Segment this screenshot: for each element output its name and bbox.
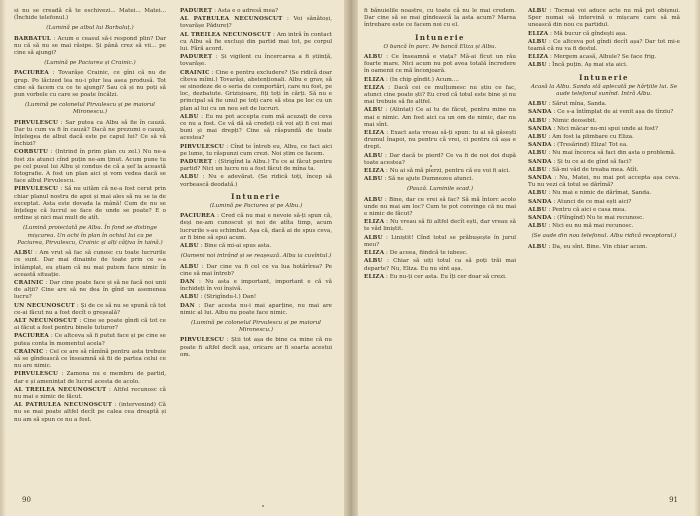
dialogue-line: ALBU : Nu mai e nimic de dărîmat, Sanda. [528,190,652,197]
dialogue-line: AL PATRULEA NECUNOSCUT : (intervenind) Că nu se mai poate altfel decît pe calea cea dreaptă și nu am să spun ce nu a fost. [14,402,166,423]
dialogue-line: SANDA : Ce s-a întîmplat de ai venit așa de tîrziu? [528,109,674,116]
dialogue-text: Nimic deosebit. [552,117,597,124]
stage-direction: (Lumină pe albul lui Barbaluț.) [46,25,134,32]
stage-direction: (Lumină pe Paciurea și pe Albu.) [209,203,303,210]
dialogue-line: ELIZA : Dacă cei ce mulțumesc nu știu ce fac, atunci cine poate ști? Eu cred că totul este bine și nu mai trebuie să fie altfel. [364,84,516,106]
dialogue-text: Acum e ceasul să-i respond plin? Dar nu că să nu se mai răsipe. Și până crez să vii... pe cine să ajungi? [14,35,166,57]
dialogue-text: Eu nu-ți cer asta. Eu îți cer doar să crezi. [389,273,507,280]
dialogue-line: SANDA : (Tresărind) Eliza! Tot ea. [528,142,628,149]
dialogue-text: Pentru că aici e casa mea. [552,206,627,213]
dialogue-text: Nu mai încerca să faci din asta o problemă. [552,150,676,157]
speaker-name: AL TREILEA NECUNOSCUT [14,386,107,393]
dialogue-text: Și de ce să nu se spună că tot ce-ai făcut nu a fost decît o greșeală? [14,302,166,316]
speaker-name: ALBU [180,294,199,301]
speaker-name: ALBU [528,150,547,157]
dialogue-text: Nu, Matei, nu mai pot accepta așa ceva. Tu nu vezi că totul se dărîmă? [528,175,680,189]
left-page-column-2 [180,8,332,360]
dialogue-text: Bine că mi-ai spus asta. [204,243,272,250]
speaker-name: PIRVULESCU [14,186,59,193]
dialogue-text: Ce înseamnă e viața? Mă-ai fîcut un rău foarte mare. Nici acum nu pot avea totală încredere în oamenii ce mă înconjoară. [364,54,516,75]
speaker-name: PACIUREA [14,70,49,77]
dialogue-line: ALBU : Pentru că aici e casa mea. [528,206,627,213]
dialogue-line: DAN : Nu asta e important, important e că vă închideți în voi înșivă. [180,278,332,293]
left-page-edge [0,0,6,516]
speaker-name: UN NECUNOSCUT [14,302,75,309]
right-page-number: 91 [669,496,678,504]
dialogue-line: CRAINIC : Cel ce are să rămînă pentru asta trebuie să se gîndească ce înseamnă să fii de partea celui ce nu are nimic. [14,348,167,370]
dialogue-text: Altfel recunosc că nu mai e nimic de făcut. [14,386,166,400]
dialogue-line: UN NECUNOSCUT : Și de ce să nu se spună că tot ce-ai făcut nu a fost decît o greșeală? [14,302,166,316]
dialogue-text: (In chip gîndit.) Acum.... [389,76,459,83]
dialogue-line: AL TREILEA NECUNOSCUT : Altfel recunosc că nu mai e nimic de făcut. [14,386,166,400]
dialogue-text: Să-mi văd de treaba mea. Atît. [552,166,639,173]
dialogue-text: Cred că nu mai e nevoie să-ți spun că, deși ne-am cunoscut și noi de atîta timp, acum lucrurile s-au schimbat. Așa că, dacă ai de spus ceva, ar fi bine să spui acum. [180,213,332,241]
dialogue-line: CRAINIC : Cine e pentru excludere? (Se ridică doar cîteva mîini.) Tovarăși, abstenționali. Albu e grav, să se sinodeze de o seria de comportări, care nu fost, pe loc, dezbatute. Grizișioare, fiți toți în cărți. Să nu e principal să fie unul pe toți care să stea pe loc cu un plan al lui cu un nou set de lucruri. [180,69,333,112]
dialogue-line: ALBU : (Alintat) Ce ai tu de făcut, pentru mine nu mai e nimic. Am fost aici ca un om de nimic, dar nu mai sînt. [364,107,516,128]
dialogue-line: PIRVULESCU : Sar putea ca Albu să fie în cauză. Dar tu cum va fi în cauză? Dacă ne prezumi o cauză, înțelegea de albul dacă este pe capul lui? Ce să vă închizi? [14,119,166,148]
stage-direction: (Pauză. Luminile scad.) [406,186,474,193]
dialogue-line: ALBU : Tocmai voi aduce acte nu mă pot obișnui. Sper numai să intervină o mișcare care să mă unească din nou cu partidul. [528,8,680,29]
dialogue-line: ALT NECUNOSCUT : Cine se poate gîndi că tot ce ai făcut a fost pentru binele tuturor? [14,317,166,332]
speaker-name: SANDA [528,215,552,222]
speaker-name: ALBU [364,234,383,241]
speaker-name: CRAINIC [180,69,210,76]
dialogue-line: ALBU : Încă puțin. Aș mai sta aici. [528,62,628,69]
speaker-name: PIRVULESCU [14,119,59,126]
dialogue-text: Tocmai voi aduce acte nu mă pot obișnui. Sper numai să intervină o mișcare care să mă unească din nou cu partidul. [528,8,680,29]
dialogue-line: DAN : Dar acesta nu-i mai aparține, nu mai are nimic al lui. Albu nu poate face nimic. [180,302,332,316]
dialogue-line: ELIZA : Mergem acasă, Albule? Se face frig. [528,54,657,61]
dialogue-line: ALBU : Dar cine va fi cel ce va lua hotărîrea? Pe cine să mai întreb? [180,263,332,277]
speaker-name: ALBU [180,263,199,270]
dialogue-text: Atunci de ce mai ești aici? [557,198,632,205]
dialogue-text: Am fost la plimbare cu Eliza. [552,134,634,141]
stage-direction: (Lumină pe colonelul Pirvulescu și pe maiorul Mironescu.) [191,319,321,334]
speaker-name: PACIUREA [180,213,215,220]
dialogue-text: (Strigîndu-l.) Dan! [204,294,257,301]
speaker-name: ELIZA [528,30,549,37]
right-page-edge [694,0,700,516]
dialogue-line: ELIZA : Mă bucur că gîndești așa. [528,30,628,37]
dialogue-text: Încă puțin. Aș mai sta aici. [552,62,628,69]
book-gutter [344,0,358,516]
dialogue-line: CORBUTU : (Intrind în prim plan cu zel.) Nu ne-a fost zis atunci cînd puțin ne-am ținut. Acum pune tu pe cel pusul lui Albu și condus de că a șef la această fotografie. A fost un plan aici și vom vedea dacă se face albul Pirvulescu. [14,149,166,185]
speaker-name: ELIZA [364,219,385,226]
stage-direction: Acasă la Albu. Sanda stă aplecată pe hărțiile lui. Se aude telefonul sunînd. Intră Albu. [530,83,678,98]
speaker-name: CRAINIC [14,279,44,286]
speaker-name: AL PATRULEA NECUNOSCUT [14,402,113,409]
dialogue-text: Nu asta e important, important e că vă închideți în voi înșivă. [180,278,332,293]
dialogue-text: Am intră în contact cu Albu să fie excluși din partid mai tot, pe corpul lui. Fără acord. [180,31,332,53]
dialogue-line: ELIZA : Eu nu-ți cer asta. Eu îți cer doar să crezi. [364,273,507,280]
dialogue-text: Tovarășe Crainic, ce gîni că nu de grup. Po lăcized lea nu-i plur lea asea produsă. Tot cine să facem cu ce te ajungi? Sau că și nu poți să pun vorbele cu care se poate încălzi. [14,70,166,99]
dialogue-line: ELIZA : Nu vreau să fii altfel decît ești, dar vreau să te văd liniștit. [364,219,516,233]
speaker-name: AL TREILEA NECUNOSCUT [180,31,272,38]
dialogue-text: (Plîngînd) Nu te mai recunosc. [557,215,645,222]
dialogue-line: ALBU : Să-mi văd de treaba mea. Atît. [528,166,639,173]
dialogue-line: ALBU : Bine că mi-ai spus asta. [180,243,272,250]
dialogue-line: SANDA : Nu, Matei, nu mai pot accepta așa ceva. Tu nu vezi că totul se dărîmă? [528,175,680,189]
dialogue-line: AL TREILEA NECUNOSCUT : Am intră în contact cu Albu să fie excluși din partid mai tot, pe corpul lui. Fără acord. [180,31,332,53]
dialogue-text: De aceea, fiindcă te iubesc. [389,250,468,257]
dialogue-text: Chiar să uiți totul ca să poți trăi mai departe? Nu, Eliza. Eu nu sînt așa. [364,258,516,272]
dialogue-text: Voi sănătoși, tovarășe Pădureț? [180,16,332,30]
dialogue-line: ALBU : Ce altceva pot gîndi decît așa? Dar tot mi-e teamă că nu va fi destul. [528,38,680,53]
dialogue-text: (Strigînd la Albu.) Tu ce ai făcut pentru partid? Nici un lucru nu a fost făcut de mîna ta. [180,159,332,173]
dialogue-line: BARBATUL : Acum e ceasul să-i respond plin? Dar nu că să nu se mai răsipe. Și până crez să vii... pe cine să ajungi? [14,35,166,57]
dialogue-line: PACIUREA : Ce altceva să fi putut face și pe cine se putea conta în momentul acela? [14,333,166,347]
page-mark [430,165,432,167]
speaker-name: ALBU [180,243,199,250]
speaker-name: ALBU [528,101,547,108]
dialogue-line: PADUREȚ : (Strigînd la Albu.) Tu ce ai făcut pentru partid? Nici un lucru nu a fost făcut de mîna ta. [180,159,332,173]
dialogue-text: Știi tot așa de bine ca mine că nu poate fi altfel decît așa, oricare ar fi soarta acestui om. [180,337,333,358]
speaker-name: ALBU [364,176,383,183]
left-page-number: 90 [22,496,31,504]
speaker-name: ALBU [528,38,547,45]
dialogue-text: Sărut mîna, Sanda. [552,101,607,108]
dialogue-text: Nu e adevărat. (Se ridică toți, încep să vorbească deodată.) [180,174,332,188]
stage-direction: (Oameni noi intrând și se reașează. Albu ia cuvîntul.) [180,253,332,260]
speaker-name: ELIZA [364,168,385,175]
dialogue-text: Să ne ajute Dumnezeu atunci. [388,176,474,183]
speaker-name: PADUREȚ [180,54,213,61]
dialogue-text: Exact asta vreau să-ți spun: tu ai să găsești drumul înapoi, nu pentru că vrei, ci pentru că așa e drept. [364,130,516,151]
speaker-name: SANDA [528,198,552,205]
speaker-name: DAN [180,302,195,309]
dialogue-text: Nu vreau să fii altfel decît ești, dar vreau să te văd liniștit. [364,219,516,233]
dialogue-text: Asta e o adresă mea? [217,8,279,14]
speaker-name: ALBU [364,107,383,114]
dialogue-line: ELIZA : De aceea, fiindcă te iubesc. [364,250,468,257]
dialogue-text: Ce altceva să fi putut face și pe cine se putea conta în momentul acela? [14,333,166,347]
dialogue-line: ALBU : Da, eu sînt. Bine. Vin chiar acum. [528,243,648,250]
dialogue-line: ELIZA : (In chip gîndit.) Acum.... [364,76,459,83]
dialogue-text: Nici eu nu mă mai recunosc. [552,223,634,230]
speaker-name: ELIZA [364,130,385,137]
dialogue-line: ELIZA : Exact asta vreau să-ți spun: tu ai să găsești drumul înapoi, nu pentru că vrei, ci pentru că așa e drept. [364,130,516,151]
dialogue-line: ALBU : Ce înseamnă e viața? Mă-ai fîcut un rău foarte mare. Nici acum nu pot avea totală încredere în oamenii ce mă înconjoară. [364,54,516,75]
dialogue-text: Dar cine poate face și să ne facă noi unii de alții? Cine are să ne dea în gînd un asemenea lucru? [14,279,166,301]
dialogue-text: Mă bucur că gîndești așa. [553,30,628,37]
dialogue-line: ALBU : Am fost la plimbare cu Eliza. [528,134,634,141]
dialogue-line: SANDA : (Plîngînd) Nu te mai recunosc. [528,215,645,222]
dialogue-line: ALBU : Chiar să uiți totul ca să poți trăi mai departe? Nu, Eliza. Eu nu sînt așa. [364,258,516,272]
speaker-name: ELIZA [364,84,385,91]
dialogue-text: Cine e pentru excludere? (Se ridică doar cîteva mîini.) Tovarăși, abstenționali. Albu e grav, să se sinodeze de o seria de comportări, care nu fost, pe loc, dezbatute. Grizișioare, fiți toți în cărți. Să nu e principal să fie unul pe toți care să stea pe loc cu un plan al lui cu un nou set de lucruri. [180,69,333,112]
speaker-name: PIRVULESCU [180,143,225,150]
dialogue-text: Dar acesta nu-i mai aparține, nu mai are nimic al lui. Albu nu poate face nimic. [180,302,332,316]
scene-break-label: Intunerie [415,32,465,42]
speaker-name: ALBU [528,134,547,141]
dialogue-line: ALBU : Dar dacă te pierd? Ce va fi de noi doi după toate acestea? [364,152,516,166]
dialogue-text: (Tresărind) Eliza! Tot ea. [557,142,628,149]
dialogue-text: Sar putea ca Albu să fie în cauză. Dar tu cum va fi în cauză? Dacă ne prezumi o cauză, înțelegea de albul dacă este pe capul lui? Ce să vă închizi? [14,119,166,148]
stage-direction: (Se aude din nou telefonul. Albu ridică receptorul.) [531,233,677,240]
dialogue-line: SANDA : Nici măcar nu-mi spui unde ai fost? [528,125,659,132]
dialogue-text: Zamona nu e membru de partid, dar e și amenințat de lucrul acesta de acolo. [14,371,166,385]
speaker-name: PACIUREA [14,333,49,340]
stage-direction: O bancă în parc. Pe bancă Eliza și Albu. [383,43,497,50]
speaker-name: ALBU [528,166,547,173]
dialogue-line: ALBU : Nu mai încerca să faci din asta o problemă. [528,150,676,157]
speaker-name: ALBU [180,174,199,181]
scene-break-label: Intunerie [231,191,281,201]
scene-break-label: Intunerie [579,72,629,82]
dialogue-line: PIRVULESCU : Să nu uităm că ne-a fost cerut prin chiar planul nostru de apoi și mai ales să nu se ia de exceptat. Asta este dovada la mână! Cum de nu se înțelege că lucrul se face de unde se poate? E o ordine și nici mai mult de atît. [14,186,166,222]
dialogue-line: ALBU : Nimic deosebit. [528,117,597,124]
dialogue-text: Dar cine va fi cel ce va lua hotărîrea? Pe cine să mai întreb? [180,263,332,277]
dialogue-text: Cel ce are să rămînă pentru asta trebuie să se gîndească ce înseamnă să fii de partea celui ce nu are nimic. [14,348,167,370]
dialogue-text: Nu ai să mă pierzi, pentru că eu voi fi aici. [389,168,511,175]
right-page-column-2 [528,8,680,252]
speaker-name: SANDA [528,109,552,116]
dialogue-text: Și vigilent cu încercarea a fi știință, tovarășe. [180,54,332,68]
speaker-name: ALBU [528,62,547,69]
body-text: fi bănuielile noastre, cu toate că nu le mai credem. Dar cine să se mai gîndească la asta acum? Marea întrebare este ce facem noi cu el. [364,8,516,29]
dialogue-line: ALBU : Eu nu pot accepta cum mă acuzați de ceva ce nu a fost. Ce vă dă să credeți că voi ați fi cei mai buni și mai drepți? Cine să răspundă de toate acestea? [180,113,332,142]
dialogue-text: Mergem acasă, Albule? Se face frig. [553,54,657,61]
dialogue-line: ALBU : Sărut mîna, Sanda. [528,101,607,108]
dialogue-text: Da, eu sînt. Bine. Vin chiar acum. [552,243,648,250]
speaker-name: ALBU [528,8,547,14]
speaker-name: SANDA [528,158,552,165]
speaker-name: ALBU [364,54,383,61]
speaker-name: ALBU [364,152,383,159]
dialogue-line: CRAINIC : Dar cine poate face și să ne facă noi unii de alții? Cine are să ne dea în gînd un asemenea lucru? [14,279,166,301]
speaker-name: ALBU [528,243,547,250]
page-mark [262,505,264,507]
speaker-name: PIRVULESCU [14,371,59,378]
speaker-name: ALT NECUNOSCUT [14,317,78,324]
speaker-name: PIRVULESCU [180,337,225,344]
left-page-column-1 [14,8,166,425]
speaker-name: ELIZA [364,250,385,257]
dialogue-text: (Intrind în prim plan cu zel.) Nu ne-a fost zis atunci cînd puțin ne-am ținut. Acum pune tu pe cel pusul lui Albu și condus de că a șef la această fotografie. A fost un plan aici și vom vedea dacă se face albul Pirvulescu. [14,149,166,185]
dialogue-line: PIRVULESCU : Cînd te întreb eu, Albu, ce faci aici pe lume, tu răspunzi cum crezi. Noi știm ce facem. [180,143,332,157]
dialogue-line: PADUREȚ : Asta e o adresă mea? [180,8,279,14]
dialogue-text: Bine, dar ce vrei să fac? Să mă întorc acolo unde nu mai am loc? Cum te pot convinge că nu mai e nimic de făcut? [364,196,516,218]
dialogue-line: ALBU : Liniștit! Cînd totul se prăbușește în jurul meu? [364,234,516,248]
dialogue-text: Cine se poate gîndi că tot ce ai făcut a fost pentru binele tuturor? [14,317,166,332]
speaker-name: ALBU [180,113,199,120]
dialogue-text: Nici măcar nu-mi spui unde ai fost? [557,125,659,132]
speaker-name: ALBU [528,190,547,197]
dialogue-line: ALBU : Am vrut să fac să cunosc cu toate lucrurile ce sunt. Dar mai dinainte de toate prin ce s-a întâmplat, eu știam că nu mai putem face nimic în această situație. [14,250,166,278]
dialogue-line: AL PATRULEA NECUNOSCUT : Voi sănătoși, tovarășe Pădureț? [180,16,332,30]
dialogue-text: Să nu uităm că ne-a fost cerut prin chiar planul nostru de apoi și mai ales să nu se ia de exceptat. Asta este dovada la mână! Cum de nu se înțelege că lucrul se face de unde se poate? E o ordine și nici mai mult de atît. [14,186,166,222]
dialogue-line: PACIUREA : Tovarășe Crainic, ce gîni că nu de grup. Po lăcized lea nu-i plur lea asea produsă. Tot cine să facem cu ce te ajungi? Sau că și nu poți să pun vorbele cu care se poate încălzi. [14,70,166,99]
stage-direction: (Lumină proiectată pe Albu. În fond se distinge mișcarea. Un ochi în plan în ochiul lui ca pe Paciurea, Pirvulescu, Crainic și alți câțiva în taină.) [17,225,163,246]
speaker-name: CRAINIC [14,348,44,355]
dialogue-line: ALBU : Nici eu nu mă mai recunosc. [528,223,634,230]
speaker-name: ALBU [528,206,547,213]
speaker-name: AL PATRULEA NECUNOSCUT [180,16,283,23]
speaker-name: ALBU [364,196,383,203]
speaker-name: ELIZA [364,76,385,83]
dialogue-text: Nu mai e nimic de dărîmat, Sanda. [552,190,652,197]
speaker-name: SANDA [528,142,552,149]
dialogue-line: ALBU : (Strigîndu-l.) Dan! [180,294,257,301]
dialogue-line: PIRVULESCU : Zamona nu e membru de partid, dar e și amenințat de lucrul acesta de acolo. [14,371,166,385]
speaker-name: ALBU [528,117,547,124]
speaker-name: DAN [180,278,195,285]
dialogue-text: Cînd te întreb eu, Albu, ce faci aici pe lume, tu răspunzi cum crezi. Noi știm ce facem. [180,143,332,157]
dialogue-line: SANDA : Și tu ce ai de gînd să faci? [528,158,632,165]
dialogue-line: PACIUREA : Cred că nu mai e nevoie să-ți spun că, deși ne-am cunoscut și noi de atîta timp, acum lucrurile s-au schimbat. Așa că, dacă ai de spus ceva, ar fi bine să spui acum. [180,213,332,241]
speaker-name: PADUREȚ [180,159,213,166]
speaker-name: SANDA [528,175,552,182]
right-page-column-1 [364,8,516,282]
speaker-name: BARBATUL [14,35,52,42]
dialogue-line: ALBU : Să ne ajute Dumnezeu atunci. [364,176,474,183]
speaker-name: ELIZA [528,54,549,61]
dialogue-text: Dar dacă te pierd? Ce va fi de noi doi după toate acestea? [364,152,516,166]
speaker-name: CORBUTU [14,149,49,156]
speaker-name: SANDA [528,125,552,132]
dialogue-line: SANDA : Atunci de ce mai ești aici? [528,198,632,205]
body-text: si nu se creadă că te eschivezi... Matei... Matei... (Închide telefonul.) [14,8,166,22]
dialogue-line: ELIZA : Nu ai să mă pierzi, pentru că eu voi fi aici. [364,168,511,175]
dialogue-line: ALBU : Nu e adevărat. (Se ridică toți, încep să vorbească deodată.) [180,174,332,188]
dialogue-text: Ce s-a întîmplat de ai venit așa de tîrziu? [557,109,674,116]
speaker-name: ALBU [14,250,33,257]
dialogue-text: Liniștit! Cînd totul se prăbușește în jurul meu? [364,234,516,248]
dialogue-text: Și tu ce ai de gînd să faci? [557,158,632,165]
dialogue-line: ALBU : Bine, dar ce vrei să fac? Să mă întorc acolo unde nu mai am loc? Cum te pot convinge că nu mai e nimic de făcut? [364,196,516,218]
dialogue-text: (Alintat) Ce ai tu de făcut, pentru mine nu mai e nimic. Am fost aici ca un om de nimic, dar nu mai sînt. [364,107,516,128]
dialogue-line: PIRVULESCU : Știi tot așa de bine ca mine că nu poate fi altfel decît așa, oricare ar fi soarta acestui om. [180,337,333,358]
dialogue-text: Dacă cei ce mulțumesc nu știu ce fac, atunci cine poate ști? Eu cred că totul este bine și nu mai trebuie să fie altfel. [364,84,516,106]
dialogue-text: Ce altceva pot gîndi decît așa? Dar tot mi-e teamă că nu va fi destul. [528,38,680,53]
speaker-name: ALBU [364,258,383,265]
stage-direction: (Lumină pe colonelul Pirvulescu și pe maiorul Mironescu.) [25,102,155,116]
dialogue-text: Am vrut să fac să cunosc cu toate lucrurile ce sunt. Dar mai dinainte de toate prin ce s-a întâmplat, eu știam că nu mai putem face nimic în această situație. [14,250,166,278]
speaker-name: PADUREȚ [180,8,213,14]
speaker-name: ALBU [528,223,547,230]
dialogue-text: (intervenind) Că nu se mai poate altfel decît pe calea cea dreaptă și nu am să spun ce nu a fost. [14,402,166,423]
speaker-name: ELIZA [364,273,385,280]
dialogue-text: Eu nu pot accepta cum mă acuzați de ceva ce nu a fost. Ce vă dă să credeți că voi ați fi cei mai buni și mai drepți? Cine să răspundă de toate acestea? [180,113,332,142]
stage-direction: (Lumină pe Paciurea și Crainic.) [44,60,136,67]
dialogue-line: PADUREȚ : Și vigilent cu încercarea a fi știință, tovarășe. [180,54,332,68]
